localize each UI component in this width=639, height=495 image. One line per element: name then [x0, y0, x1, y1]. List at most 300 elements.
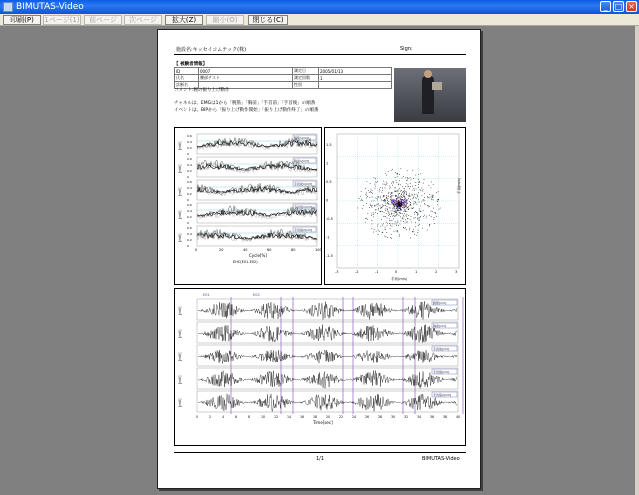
x-tick-label: 10: [261, 415, 266, 419]
scatter-point: [396, 206, 397, 207]
scatter-point: [399, 180, 400, 181]
scatter-point: [386, 197, 387, 198]
x-tick-label: 28: [378, 415, 383, 419]
scatter-point: [390, 189, 391, 190]
scatter-point: [419, 182, 420, 183]
scatter-point: [398, 206, 399, 207]
scatter-point: [404, 213, 405, 214]
x-tick-label: 0: [395, 270, 398, 274]
scatter-point: [407, 207, 408, 208]
scatter-point: [414, 214, 415, 215]
scatter-point: [361, 199, 362, 200]
scatter-point: [403, 221, 404, 222]
scatter-point: [388, 203, 389, 204]
x-tick-label: 2: [435, 270, 438, 274]
scatter-point: [391, 183, 392, 184]
channel-note: チャネルは、EMGは1から「腕筋」「胸前」「手首前」「手首後」の順番: [174, 101, 316, 106]
y-axis-label: 手前(m/s): [457, 177, 461, 194]
scatter-point: [398, 191, 399, 192]
scatter-point: [398, 221, 399, 222]
scatter-point: [378, 208, 379, 209]
scatter-point: [395, 216, 396, 217]
y-axis-label: [mV]: [178, 210, 182, 219]
y-tick-label: 0: [187, 221, 189, 225]
highlight-point: [396, 201, 397, 202]
highlight-point: [401, 200, 402, 201]
scatter-point: [391, 204, 392, 205]
scatter-point: [396, 191, 397, 192]
report-page: [157, 29, 481, 489]
scatter-point: [396, 203, 397, 204]
scatter-point: [436, 192, 437, 193]
scatter-point: [376, 205, 377, 206]
scatter-point: [390, 208, 391, 209]
scatter-point: [432, 211, 433, 212]
scatter-point: [416, 203, 417, 204]
y-axis-label: [mV]: [178, 233, 182, 242]
scatter-point: [412, 231, 413, 232]
scatter-point: [399, 202, 400, 203]
scatter-point: [401, 169, 402, 170]
next-page-button[interactable]: 次ページ: [124, 15, 162, 25]
scatter-point: [365, 188, 366, 189]
scatter-point: [372, 214, 373, 215]
scatter-point: [406, 222, 407, 223]
highlight-point: [403, 205, 404, 206]
scatter-point: [433, 200, 434, 201]
highlight-point: [404, 202, 405, 203]
scatter-point: [413, 197, 414, 198]
x-tick-label: 12: [274, 415, 279, 419]
scatter-point: [387, 206, 388, 207]
scatter-point: [401, 201, 402, 202]
scatter-point: [375, 188, 376, 189]
scatter-point: [415, 182, 416, 183]
x-tick-label: 18: [313, 415, 318, 419]
zoom-out-button[interactable]: 縮小(O): [206, 15, 244, 25]
scatter-point: [366, 218, 367, 219]
scatter-point: [409, 230, 410, 231]
scatter-point: [403, 215, 404, 216]
scatter-point: [399, 212, 400, 213]
scatter-point: [396, 231, 397, 232]
scatter-point: [394, 202, 395, 203]
scatter-point: [410, 202, 411, 203]
scatter-point: [371, 215, 372, 216]
scatter-point: [404, 211, 405, 212]
scroll-edge: [635, 26, 639, 495]
scatter-point: [406, 204, 407, 205]
scatter-point: [412, 195, 413, 196]
scatter-point: [390, 199, 391, 200]
scatter-point: [406, 229, 407, 230]
scatter-point: [409, 188, 410, 189]
scatter-point: [397, 210, 398, 211]
scatter-point: [408, 185, 409, 186]
count-value: 1: [319, 75, 392, 82]
scatter-point: [388, 215, 389, 216]
x-tick-label: 2: [209, 415, 212, 419]
scatter-point: [403, 196, 404, 197]
scatter-point: [402, 178, 403, 179]
app-icon: [3, 2, 13, 12]
comment: コメント:腕の振り上げ動作: [174, 88, 230, 93]
scatter-point: [390, 228, 391, 229]
scatter-point: [408, 186, 409, 187]
scatter-point: [431, 216, 432, 217]
minimize-button[interactable]: _: [600, 1, 611, 12]
x-tick-label: 40: [243, 248, 248, 252]
zoom-in-button[interactable]: 拡大(Z): [165, 15, 203, 25]
scatter-point: [422, 188, 423, 189]
scatter-point: [396, 224, 397, 225]
scatter-point: [385, 216, 386, 217]
scatter-point: [403, 194, 404, 195]
scatter-point: [402, 192, 403, 193]
scatter-point: [414, 194, 415, 195]
scatter-point: [394, 231, 395, 232]
scatter-point: [410, 183, 411, 184]
scatter-point: [385, 216, 386, 217]
scatter-point: [383, 181, 384, 182]
legend-label: 胸前1[mV]: [294, 159, 310, 163]
scatter-point: [387, 237, 388, 238]
y-tick-label: 0.6: [187, 180, 192, 184]
scatter-point: [403, 176, 404, 177]
maximize-button[interactable]: □: [614, 2, 623, 11]
scatter-point: [413, 232, 414, 233]
scatter-point: [416, 212, 417, 213]
scatter-point: [388, 196, 389, 197]
y-tick-label: 0.6: [187, 134, 192, 138]
scatter-point: [411, 222, 412, 223]
close-window-button[interactable]: ×: [626, 1, 637, 12]
x-tick-label: -1: [375, 270, 379, 274]
scatter-point: [419, 224, 420, 225]
x-tick-label: 1: [415, 270, 418, 274]
scatter-point: [397, 222, 398, 223]
scatter-point: [365, 222, 366, 223]
scatter-point: [392, 169, 393, 170]
highlight-point: [398, 201, 399, 202]
scatter-point: [404, 190, 405, 191]
x-tick-label: 16: [300, 415, 305, 419]
scatter-point: [414, 234, 415, 235]
scatter-point: [390, 225, 391, 226]
scatter-point: [402, 206, 403, 207]
scatter-point: [418, 179, 419, 180]
scatter-point: [421, 174, 422, 175]
emg-cycle-panel: [174, 127, 322, 285]
scatter-point: [437, 201, 438, 202]
scatter-point: [396, 215, 397, 216]
scatter-point: [410, 196, 411, 197]
scatter-point: [367, 196, 368, 197]
scatter-point: [378, 203, 379, 204]
scatter-point: [410, 186, 411, 187]
scatter-point: [378, 210, 379, 211]
scatter-point: [428, 207, 429, 208]
scatter-point: [410, 219, 411, 220]
scatter-point: [380, 208, 381, 209]
x-tick-label: 0: [195, 248, 198, 252]
scatter-point: [413, 204, 414, 205]
scatter-point: [405, 204, 406, 205]
scatter-point: [369, 192, 370, 193]
scatter-point: [380, 205, 381, 206]
scatter-point: [394, 202, 395, 203]
scatter-point: [385, 210, 386, 211]
y-tick-label: 0: [187, 244, 189, 248]
y-tick-label: 0.2: [187, 215, 192, 219]
scatter-point: [404, 197, 405, 198]
x-tick-label: 60: [267, 248, 272, 252]
scatter-point: [388, 201, 389, 202]
y-tick-label: 0.4: [187, 140, 192, 144]
scatter-point: [397, 174, 398, 175]
scatter-point: [378, 197, 379, 198]
scatter-point: [429, 185, 430, 186]
scatter-point: [400, 210, 401, 211]
scatter-point: [380, 212, 381, 213]
emg-trace: [198, 301, 457, 319]
scatter-point: [382, 225, 383, 226]
legend-label: 胸前[mV]: [433, 324, 447, 328]
facility-name: 施設名:キッセイコムテック(株): [176, 47, 247, 53]
highlight-point: [405, 200, 406, 201]
scatter-point: [395, 191, 396, 192]
scatter-point: [423, 183, 424, 184]
close-button[interactable]: 閉じる(C): [248, 15, 288, 25]
scatter-point: [391, 234, 392, 235]
scatter-point: [375, 186, 376, 187]
scatter-point: [386, 237, 387, 238]
y-tick-label: 0.2: [187, 169, 192, 173]
scatter-point: [415, 175, 416, 176]
chart-footer: EHC(E01-E02): [233, 260, 258, 264]
scatter-point: [383, 196, 384, 197]
y-tick-label: 0.6: [187, 157, 192, 161]
scatter-point: [397, 173, 398, 174]
scatter-point: [412, 186, 413, 187]
scatter-point: [393, 211, 394, 212]
scatter-point: [404, 196, 405, 197]
scatter-point: [405, 186, 406, 187]
x-tick-label: -3: [335, 270, 339, 274]
scatter-point: [373, 214, 374, 215]
scatter-point: [380, 187, 381, 188]
x-axis-label: Time[sec]: [313, 420, 333, 425]
scatter-point: [373, 217, 374, 218]
scatter-point: [384, 200, 385, 201]
scatter-point: [378, 224, 379, 225]
scatter-point: [376, 198, 377, 199]
scatter-point: [417, 195, 418, 196]
first-page-button[interactable]: 1ページ(1): [44, 16, 80, 24]
scatter-point: [438, 200, 439, 201]
scatter-point: [403, 208, 404, 209]
highlight-point: [400, 202, 401, 203]
scatter-point: [428, 205, 429, 206]
legend-label: 手首後1[mV]: [294, 205, 313, 209]
scatter-point: [397, 197, 398, 198]
scatter-point: [422, 202, 423, 203]
scatter-point: [420, 217, 421, 218]
scatter-point: [415, 211, 416, 212]
scatter-point: [375, 210, 376, 211]
x-tick-label: 40: [456, 415, 461, 419]
scatter-point: [392, 185, 393, 186]
scatter-point: [427, 196, 428, 197]
scatter-point: [382, 232, 383, 233]
scatter-point: [393, 195, 394, 196]
scatter-point: [389, 204, 390, 205]
y-axis-label: [mV]: [178, 187, 182, 196]
y-tick-label: 0: [187, 175, 189, 179]
scatter-point: [381, 200, 382, 201]
x-tick-label: 3: [455, 270, 458, 274]
scatter-point: [395, 212, 396, 213]
scatter-point: [412, 194, 413, 195]
scatter-point: [378, 230, 379, 231]
scatter-point: [391, 211, 392, 212]
scatter-point: [373, 213, 374, 214]
scatter-point: [383, 197, 384, 198]
held-object: [432, 82, 442, 90]
scatter-point: [402, 197, 403, 198]
scatter-point: [432, 196, 433, 197]
scatter-point: [430, 197, 431, 198]
scatter-point: [398, 194, 399, 195]
print-button[interactable]: 印刷(P): [3, 15, 41, 25]
x-tick-label: 24: [352, 415, 357, 419]
scatter-point: [372, 190, 373, 191]
scatter-point: [400, 224, 401, 225]
scatter-point: [379, 191, 380, 192]
scatter-point: [395, 222, 396, 223]
scatter-point: [400, 191, 401, 192]
scatter-point: [399, 197, 400, 198]
scatter-point: [366, 195, 367, 196]
scatter-point: [382, 206, 383, 207]
x-tick-label: 32: [404, 415, 409, 419]
scatter-point: [404, 201, 405, 202]
scatter-point: [405, 206, 406, 207]
scatter-point: [421, 190, 422, 191]
scatter-point: [391, 201, 392, 202]
scatter-point: [413, 208, 414, 209]
scatter-point: [424, 179, 425, 180]
scatter-point: [413, 190, 414, 191]
page-number: 1/1: [316, 456, 325, 462]
scatter-point: [413, 178, 414, 179]
scatter-point: [414, 201, 415, 202]
scatter-point: [387, 208, 388, 209]
scatter-point: [418, 230, 419, 231]
scatter-point: [418, 225, 419, 226]
scatter-point: [423, 199, 424, 200]
scatter-point: [436, 216, 437, 217]
scatter-point: [397, 211, 398, 212]
scatter-point: [390, 237, 391, 238]
y-tick-label: 0: [187, 198, 189, 202]
scatter-point: [375, 212, 376, 213]
scatter-point: [403, 206, 404, 207]
scatter-point: [415, 198, 416, 199]
scatter-point: [410, 177, 411, 178]
scatter-point: [408, 209, 409, 210]
scatter-point: [396, 182, 397, 183]
scatter-point: [391, 195, 392, 196]
scatter-point: [382, 205, 383, 206]
x-tick-label: 36: [430, 415, 435, 419]
scatter-point: [425, 205, 426, 206]
scatter-point: [392, 193, 393, 194]
scatter-point: [407, 222, 408, 223]
scatter-point: [386, 198, 387, 199]
scatter-point: [395, 224, 396, 225]
scatter-point: [389, 214, 390, 215]
x-tick-label: 6: [235, 415, 238, 419]
scatter-point: [432, 197, 433, 198]
scatter-point: [405, 207, 406, 208]
highlight-point: [393, 208, 394, 209]
scatter-point: [412, 208, 413, 209]
emg-time-panel: [174, 288, 466, 446]
scatter-point: [434, 212, 435, 213]
scatter-point: [417, 215, 418, 216]
scatter-point: [372, 224, 373, 225]
scatter-point: [437, 201, 438, 202]
scatter-point: [376, 209, 377, 210]
scatter-point: [429, 194, 430, 195]
scatter-point: [420, 206, 421, 207]
scatter-point: [382, 190, 383, 191]
scatter-point: [370, 183, 371, 184]
scatter-point: [398, 184, 399, 185]
scatter-point: [371, 189, 372, 190]
scatter-point: [372, 201, 373, 202]
scatter-point: [419, 218, 420, 219]
highlight-point: [393, 201, 394, 202]
prev-page-button[interactable]: 前ページ: [84, 15, 122, 25]
scatter-point: [386, 175, 387, 176]
scatter-point: [404, 193, 405, 194]
scatter-point: [386, 184, 387, 185]
scatter-point: [407, 207, 408, 208]
scatter-point: [398, 205, 399, 206]
scatter-point: [376, 231, 377, 232]
scatter-point: [385, 199, 386, 200]
scatter-point: [416, 194, 417, 195]
scatter-point: [410, 204, 411, 205]
scatter-point: [370, 197, 371, 198]
highlight-point: [394, 200, 395, 201]
scatter-point: [401, 194, 402, 195]
scatter-point: [399, 236, 400, 237]
scatter-point: [418, 199, 419, 200]
scatter-point: [419, 202, 420, 203]
scatter-point: [377, 200, 378, 201]
window-title: BIMUTAS-Video: [16, 2, 84, 12]
scatter-point: [378, 196, 379, 197]
scatter-point: [393, 182, 394, 183]
scatter-point: [380, 211, 381, 212]
x-tick-label: 38: [443, 415, 448, 419]
scatter-point: [433, 184, 434, 185]
x-tick-label: -2: [355, 270, 359, 274]
scatter-point: [395, 191, 396, 192]
